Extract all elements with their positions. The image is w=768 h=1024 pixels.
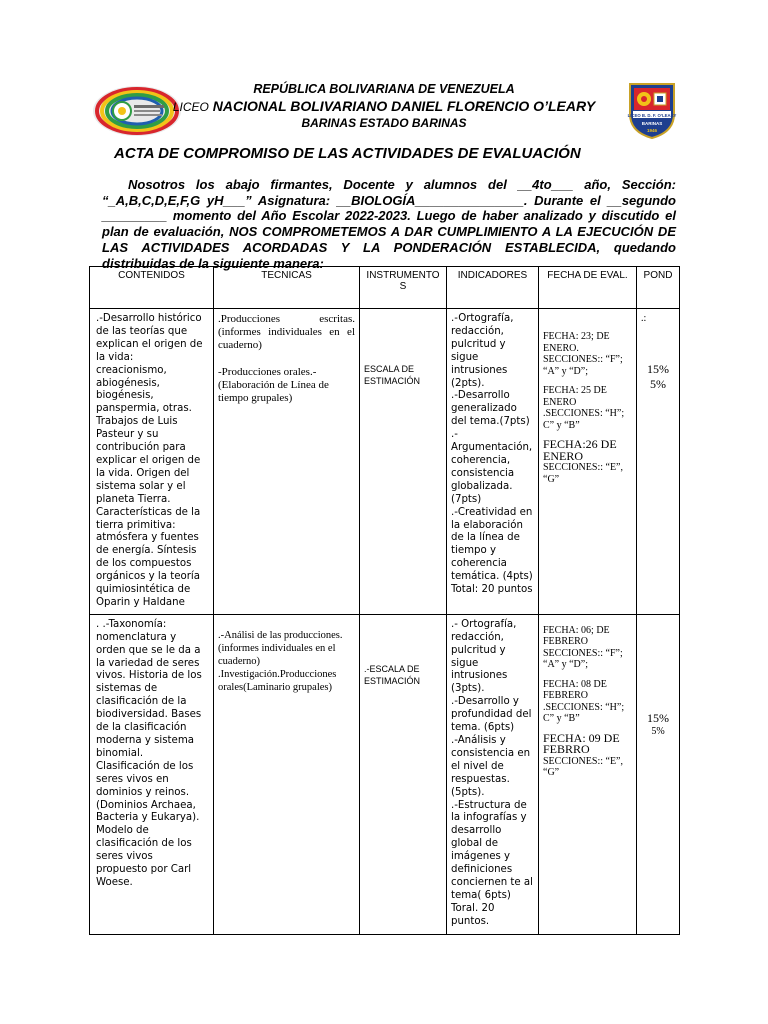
fecha-item [543, 439, 632, 485]
fecha-secciones: .SECCIONES: “H”; C” y “B” [543, 408, 625, 431]
seal-text: LICEO B. D. F. O’LEARY [627, 112, 677, 118]
table-row [90, 614, 680, 934]
cell-contenidos: .-Desarrollo histórico de las teorías que explican el origen de la vida: creacionismo, abiogénesis, biogénesis, panspermia, otras. Trabajos de Luis Pasteur y su contribución para explicar el origen de la vida. Origen del sistema solar y el planeta Tierra. Características de la tierra primitiva: atmósfera y fuentes de energía. Síntesis de los compuestos orgánicos y la teoría quimiosintética de Oparin y Haldane [90, 309, 214, 615]
fecha-item [543, 385, 632, 431]
fecha-secciones: .SECCIONES: “H”; C” y “B” [543, 701, 625, 725]
cell-contenidos: . .-Taxonomía: nomenclatura y orden que se le da a la variedad de seres vivos. Historia de los sistemas de clasificación de la biodiversidad. Bases de la clasificación moderna y sistema binomial. Clasificación de los seres vivos en dominios y reinos. (Dominios Archaea, Bacteria y Eukarya). Modelo de clasificación de los seres vivos propuesto por Carl Woese. [90, 614, 214, 934]
fecha-secciones: SECCIONES:: “F”; “A” y “D”; [543, 647, 623, 671]
cell-pond [637, 614, 680, 934]
tecnica-escrita: .-Análisi de las producciones.(informes individuales en el cuaderno) [218, 629, 343, 667]
header-indicadores: INDICADORES [447, 267, 539, 309]
pond-value: 15% [647, 710, 669, 725]
cell-fecha [539, 614, 637, 934]
header-tecnicas: TECNICAS [214, 267, 360, 309]
instrumento-label: ESCALA DE ESTIMACIÓN [364, 364, 421, 386]
seal-sub: BARINAS [641, 121, 663, 126]
header-republic: REPÚBLICA BOLIVARIANA DE VENEZUELA [253, 82, 515, 96]
fecha-item [543, 331, 632, 377]
table-row [90, 309, 680, 615]
intro-paragraph: Nosotros los abajo firmantes, Docente y alumnos del __4to___ año, Sección: “_A,B,C,D,E,F,G yH___” Asignatura: __BIOLOGÍA_______________. Durante el __segundo _________ momento del Año Escolar 2022-2023. Luego de haber analizado y discutido el plan de evaluación, NOS COMPROMETEMOS A DAR CUMPLIMIENTO A LA EJECUCIÓN DE LAS ACTIVIDADES ACORDADAS Y LA PONDERACIÓN ESTABLECIDA, quedando distribuidas de la siguiente manera: [102, 177, 676, 271]
tecnica-oral: -Producciones orales.- (Elaboración de Línea de tiempo grupales) [218, 366, 329, 404]
fecha-secciones: SECCIONES:: “E”, “G” [543, 755, 623, 779]
table-header-row [90, 267, 680, 309]
fecha-item [543, 679, 632, 725]
cell-indicadores: .- Ortografía, redacción, pulcritud y sigue intrusiones (3pts). .-Desarrollo y profundidad del tema. (6pts) .-Análisis y consistencia en el nivel de respuestas. (5pts). .-Estructura de la infografías y desarrollo global de imágenes y definiciones conciernen te al tema( 6pts) Toral. 20 puntos. [447, 614, 539, 934]
cell-tecnicas [214, 614, 360, 934]
header-contenidos: CONTENIDOS [90, 267, 214, 309]
cell-fecha [539, 309, 637, 615]
cell-instrumentos [360, 614, 447, 934]
fecha-label: FECHA: 08 DE FEBRERO [543, 678, 607, 702]
fecha-label: FECHA: 25 DE ENERO [543, 385, 607, 408]
header-school [0, 98, 768, 114]
header-school-name: NACIONAL BOLIVARIANO DANIEL FLORENCIO O’LEARY [212, 98, 596, 114]
fecha-label: FECHA:26 DE ENERO [543, 437, 617, 463]
tecnica-oral: .Investigación.Producciones orales(Laminario grupales) [218, 668, 337, 693]
evaluation-table [89, 266, 680, 935]
header-pond: POND [637, 267, 680, 309]
fecha-secciones: SECCIONES:: “E”, “G” [543, 462, 623, 485]
pond-secondary: 5% [651, 725, 665, 737]
pond-mark: .: [641, 313, 647, 324]
instrumento-label: .-ESCALA DE ESTIMACIÓN [364, 663, 421, 686]
seal-year: 1946 [646, 128, 658, 133]
header-fecha: FECHA DE EVAL. [539, 267, 637, 309]
fecha-item [543, 625, 632, 671]
header-instrumentos: INSTRUMENTO S [360, 267, 447, 309]
fecha-label: FECHA: 23; DE ENERO. [543, 331, 610, 354]
pond-secondary: 5% [650, 377, 666, 391]
cell-tecnicas [214, 309, 360, 615]
fecha-label: FECHA: 06; DE FEBRERO [543, 624, 610, 648]
page-title: ACTA DE COMPROMISO DE LAS ACTIVIDADES DE EVALUACIÓN [114, 145, 581, 162]
fecha-item [543, 730, 632, 779]
tecnica-escrita: .Producciones escritas. (informes individuales en el cuaderno) [218, 313, 355, 351]
header-location: BARINAS ESTADO BARINAS [301, 116, 467, 130]
fecha-secciones: SECCIONES:: “F”; “A” y “D”; [543, 354, 623, 377]
pond-value: 15% [647, 362, 669, 376]
cell-indicadores: .-Ortografía, redacción, pulcritud y sigue intrusiones (2pts). .-Desarrollo generalizado del tema.(7pts) .-Argumentación, coherencia, consistencia globalizada. (7pts) .-Creatividad en la elaboración de la línea de tiempo y coherencia temática. (4pts) Total: 20 puntos [447, 309, 539, 615]
cell-instrumentos [360, 309, 447, 615]
header-liceo: LICEO [172, 100, 209, 114]
fecha-label: FECHA: 09 DE FEBRRO [543, 730, 620, 757]
cell-pond [637, 309, 680, 615]
